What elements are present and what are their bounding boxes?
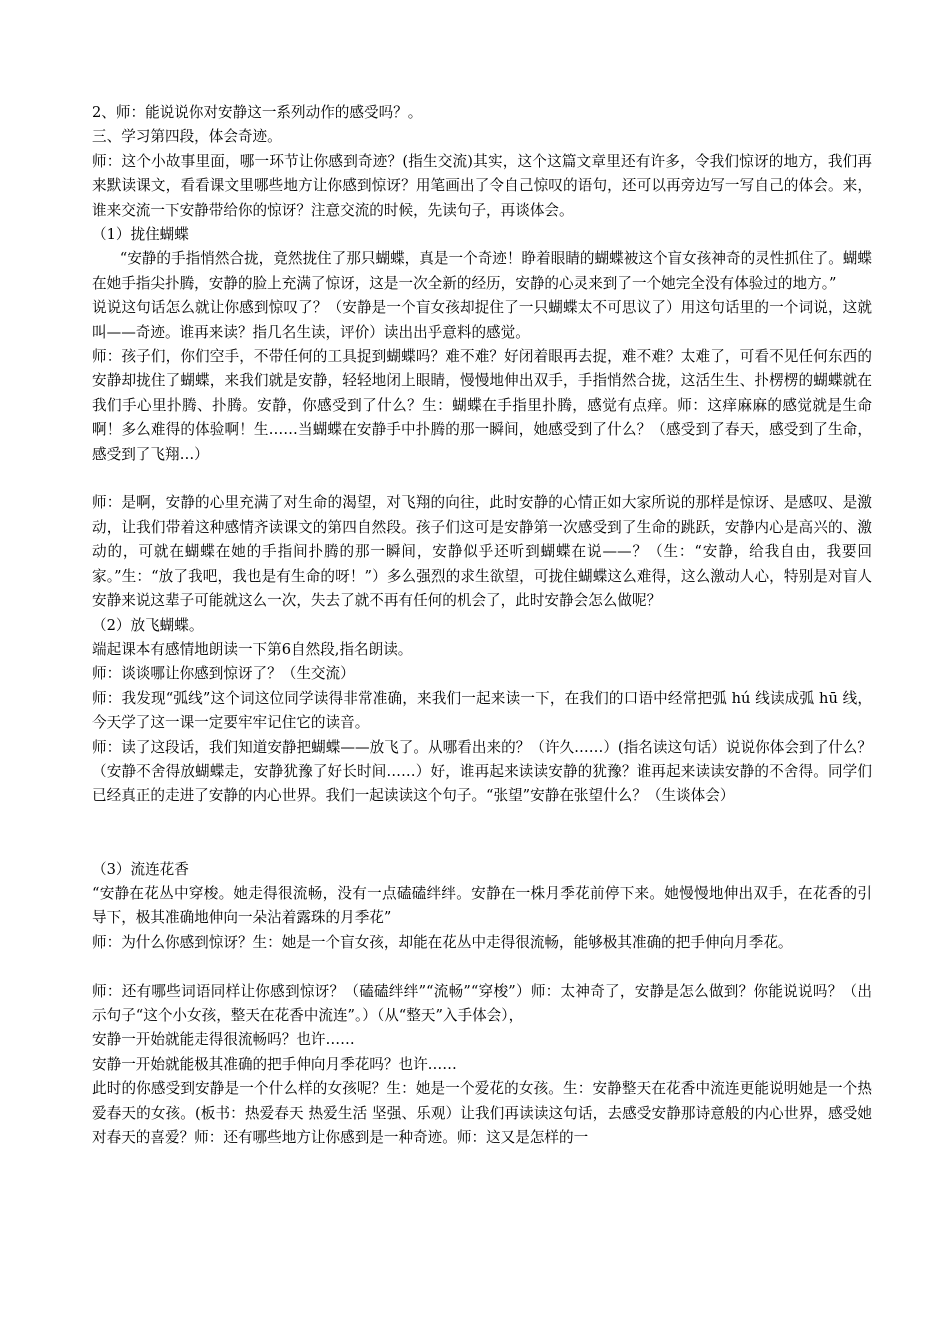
section-heading-3: 三、学习第四段，体会奇迹。 [92,128,282,146]
quote-flower-garden: “安静在花丛中穿梭。她走得很流畅，没有一点磕磕绊绊。安静在一株月季花前停下来。她慢慢地伸出双手，在花香的引导下，极其准确地伸向一朵沾着露珠的月季花” [92,884,872,927]
blank-line [92,809,872,858]
paragraph-teacher-longing: 师：是啊，安静的心里充满了对生命的渴望，对飞翔的向往，此时安静的心情正如大家所说的那样是惊讶、是感叹、是激动，让我们带着这种感情齐读课文的第四自然段。孩子们这可是安静第一次感受到了生命的跳跃，安静内心是高兴的、激动的，可就在蝴蝶在她的手指间扑腾的那一瞬间，安静似乎还听到蝴蝶在说——？（生：“安静，给我自由，我要回家。”生：“放了我吧，我也是有生命的呀！”）多么强烈的求生欲望，可拢住蝴蝶这么难得，这么激动人心，特别是对盲人安静来说这辈子可能就这么一次，失去了就不再有任何的机会了，此时安静会怎么做呢？ [92,494,872,610]
subheading-catch-butterfly: （1）拢住蝴蝶 [92,226,189,244]
paragraph-what-girl: 此时的你感受到安静是一个什么样的女孩呢？生：她是一个爱花的女孩。生：安静整天在花香中流连更能说明她是一个热爱春天的女孩。(板书：热爱春天 热爱生活 坚强、乐观）让我们再读读这句话，去感受安静那诗意般的内心世界，感受她对春天的喜爱？师：还有哪些地方让你感到是一种奇迹。师：这又是怎样的一 [92,1080,872,1147]
document-page [92,101,872,1150]
paragraph-maybe-walk: 安静一开始就能走得很流畅吗？也许…… [92,1031,355,1049]
subheading-flower-fragrance: （3）流连花香 [92,860,189,878]
paragraph-discuss-miracle: 说说这句话怎么就让你感到惊叹了？（安静是一个盲女孩却捉住了一只蝴蝶太不可思议了）用这句话里的一个词说，这就叫——奇迹。谁再来读？指几名生读，评价）读出出乎意料的感觉。 [92,299,872,341]
paragraph-other-words: 师：还有哪些词语同样让你感到惊讶？（磕磕绊绊”“流畅”“穿梭”）师：太神奇了，安静是怎么做到？你能说说吗？（出示句子“这个小女孩，整天在花香中流连”。）（从“整天”入手体会）， [92,982,872,1024]
paragraph-pronunciation: 师：我发现“弧线”这个词这位同学读得非常准确，来我们一起来读一下，在我们的口语中经常把弧 hú 线读成弧 hū 线，今天学了这一课一定要牢牢记住它的读音。 [92,689,872,732]
paragraph-teacher-children: 师：孩子们，你们空手，不带任何的工具捉到蝴蝶吗？难不难？好闭着眼再去捉，难不难？太难了，可看不见任何东西的安静却拢住了蝴蝶，来我们就是安静，轻轻地闭上眼睛，慢慢地伸出双手，手指悄然合拢，这活生生、扑楞楞的蝴蝶就在我们手心里扑腾、扑腾。安静，你感受到了什么？生：蝴蝶在手指里扑腾，感觉有点痒。师：这痒麻麻的感觉就是生命啊！多么难得的体验啊！生……当蝴蝶在安静手中扑腾的那一瞬间，她感受到了什么？（感受到了春天，感受到了生命，感受到了飞翔…） [92,348,872,463]
paragraph-why-surprised: 师：为什么你感到惊讶？生：她是一个盲女孩，却能在花丛中走得很流畅，能够极其准确的把手伸向月季花。 [92,933,793,951]
paragraph-read-aloud: 端起课本有感情地朗读一下第6自然段,指名朗读。 [92,640,413,658]
paragraph-release-analysis: 师：读了这段话，我们知道安静把蝴蝶——放飞了。从哪看出来的？（许久……）(指名读这句话）说说你体会到了什么？（安静不舍得放蝴蝶走，安静犹豫了好长时间……）好，谁再起来读读安静的犹豫？谁再起来读读安静的不舍得。同学们已经真正的走进了安静的内心世界。我们一起读读这个句子。“张望”安静在张望什么？（生谈体会） [92,738,872,805]
paragraph-maybe-reach: 安静一开始就能极其准确的把手伸向月季花吗？也许…… [92,1055,457,1073]
paragraph-discuss-surprise: 师：谈谈哪让你感到惊讶了？（生交流） [92,665,355,683]
quote-catch-butterfly: “安静的手指悄然合拢，竟然拢住了那只蝴蝶，真是一个奇迹！睁着眼睛的蝴蝶被这个盲女孩神奇的灵性抓住了。蝴蝶在她手指尖扑腾，安静的脸上充满了惊讶，这是一次全新的经历，安静的心灵来到了一个她完全没有体验过的地方。” [92,250,872,292]
paragraph-teacher-intro: 师：这个小故事里面，哪一环节让你感到奇迹？(指生交流)其实，这个这篇文章里还有许多，令我们惊讶的地方，我们再来默读课文，看看课文里哪些地方让你感到惊讶？用笔画出了令自己惊叹的语句，还可以再旁边写一写自己的体会。来，谁来交流一下安静带给你的惊讶？注意交流的时候，先读句子，再谈体会。 [92,152,872,219]
subheading-release-butterfly: （2）放飞蝴蝶。 [92,616,204,634]
paragraph-question-2: 2、师：能说说你对安静这一系列动作的感受吗？。 [92,104,423,121]
blank-line [92,467,872,491]
blank-line [92,955,872,979]
